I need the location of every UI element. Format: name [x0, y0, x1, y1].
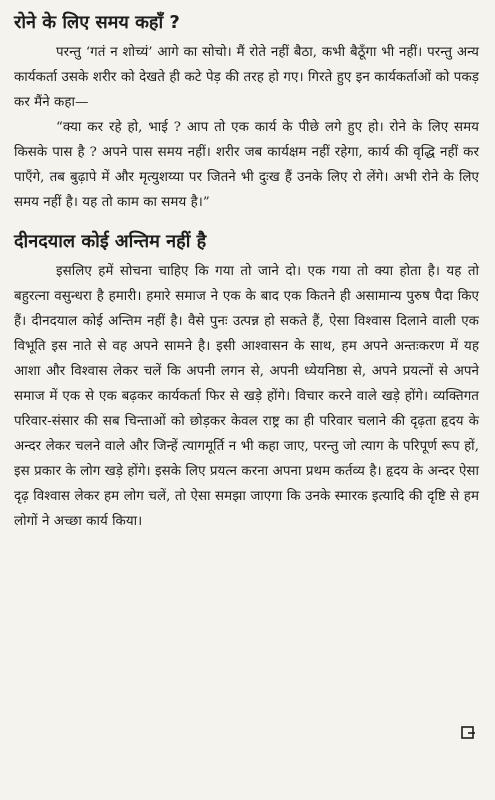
section-heading-no-time-to-weep: रोने के लिए समय कहाँ ?	[14, 12, 180, 33]
paragraph: इसलिए हमें सोचना चाहिए कि गया तो जाने दो। एक गया तो क्या होता है। यह तो बहुरत्ना वसुन्धरा है हमारी। हमारे समाज ने एक के बाद एक कितने ही असामान्य पुरुष पैदा किए हैं। दीनदयाल कोई अन्तिम नहीं है। वैसे पुनः उत्पन्न हो सकते हैं, ऐसा विश्वास दिलाने वाली एक विभूति इस नाते से वह अपने सामने है। इसी आश्वासन के साथ, हम अपने अन्तःकरण में यह आशा और विश्वास लेकर चलें कि अपनी लगन से, अपनी ध्येयनिष्ठा से, अपने प्रयत्नों से अपने समाज में एक से एक बढ़कर कार्यकर्ता फिर से खड़े होंगे। विचार करने वाले खड़े होंगे। व्यक्तिगत परिवार-संसार की सब चिन्ताओं को छोड़कर केवल राष्ट्र का ही परिवार चलाने की दृढ़ता हृदय के अन्दर लेकर चलने वाले और जिन्हें त्यागमूर्ति न भी कहा जाए, परन्तु जो त्याग के परिपूर्ण रूप हों, इस प्रकार के लोग खड़े होंगे। इसके लिए प्रयत्न करना अपना प्रथम कर्तव्य है। हृदय के अन्दर ऐसा दृढ़ विश्वास लेकर हम लोग चलें, तो ऐसा समझा जाएगा कि उनके स्मारक इत्यादि की दृष्टि से हम लोगों ने अच्छा कार्य किया।	[14, 264, 479, 529]
section-heading-deendayal-not-last: दीनदयाल कोई अन्तिम नहीं है	[14, 231, 207, 252]
paragraph: परन्तु ‘गतं न शोच्यं’ आगे का सोचो। मैं रोते नहीं बैठा, कभी बैठूँगा भी नहीं। परन्तु अन्य कार्यकर्ता उसके शरीर को देखते ही कटे पेड़ की तरह हो गए। गिरते हुए इन कार्यकर्ताओं को पकड़ कर मैंने कहा—	[14, 45, 479, 110]
paragraph-quote: “क्या कर रहे हो, भाई ? आप तो एक कार्य के पीछे लगे हुए हो। रोने के लिए समय किसके पास है ? अपने पास समय नहीं। शरीर जब कार्यक्षम नहीं रहेगा, कार्य की वृद्धि नहीं कर पाएँगे, तब बुढ़ापे में और मृत्युशय्या पर जितने भी दुःख हैं उनके लिए रो लेंगे। अभी रोने के लिए समय नहीं है। यह तो काम का समय है।”	[14, 120, 479, 210]
end-of-section-icon	[460, 725, 476, 741]
